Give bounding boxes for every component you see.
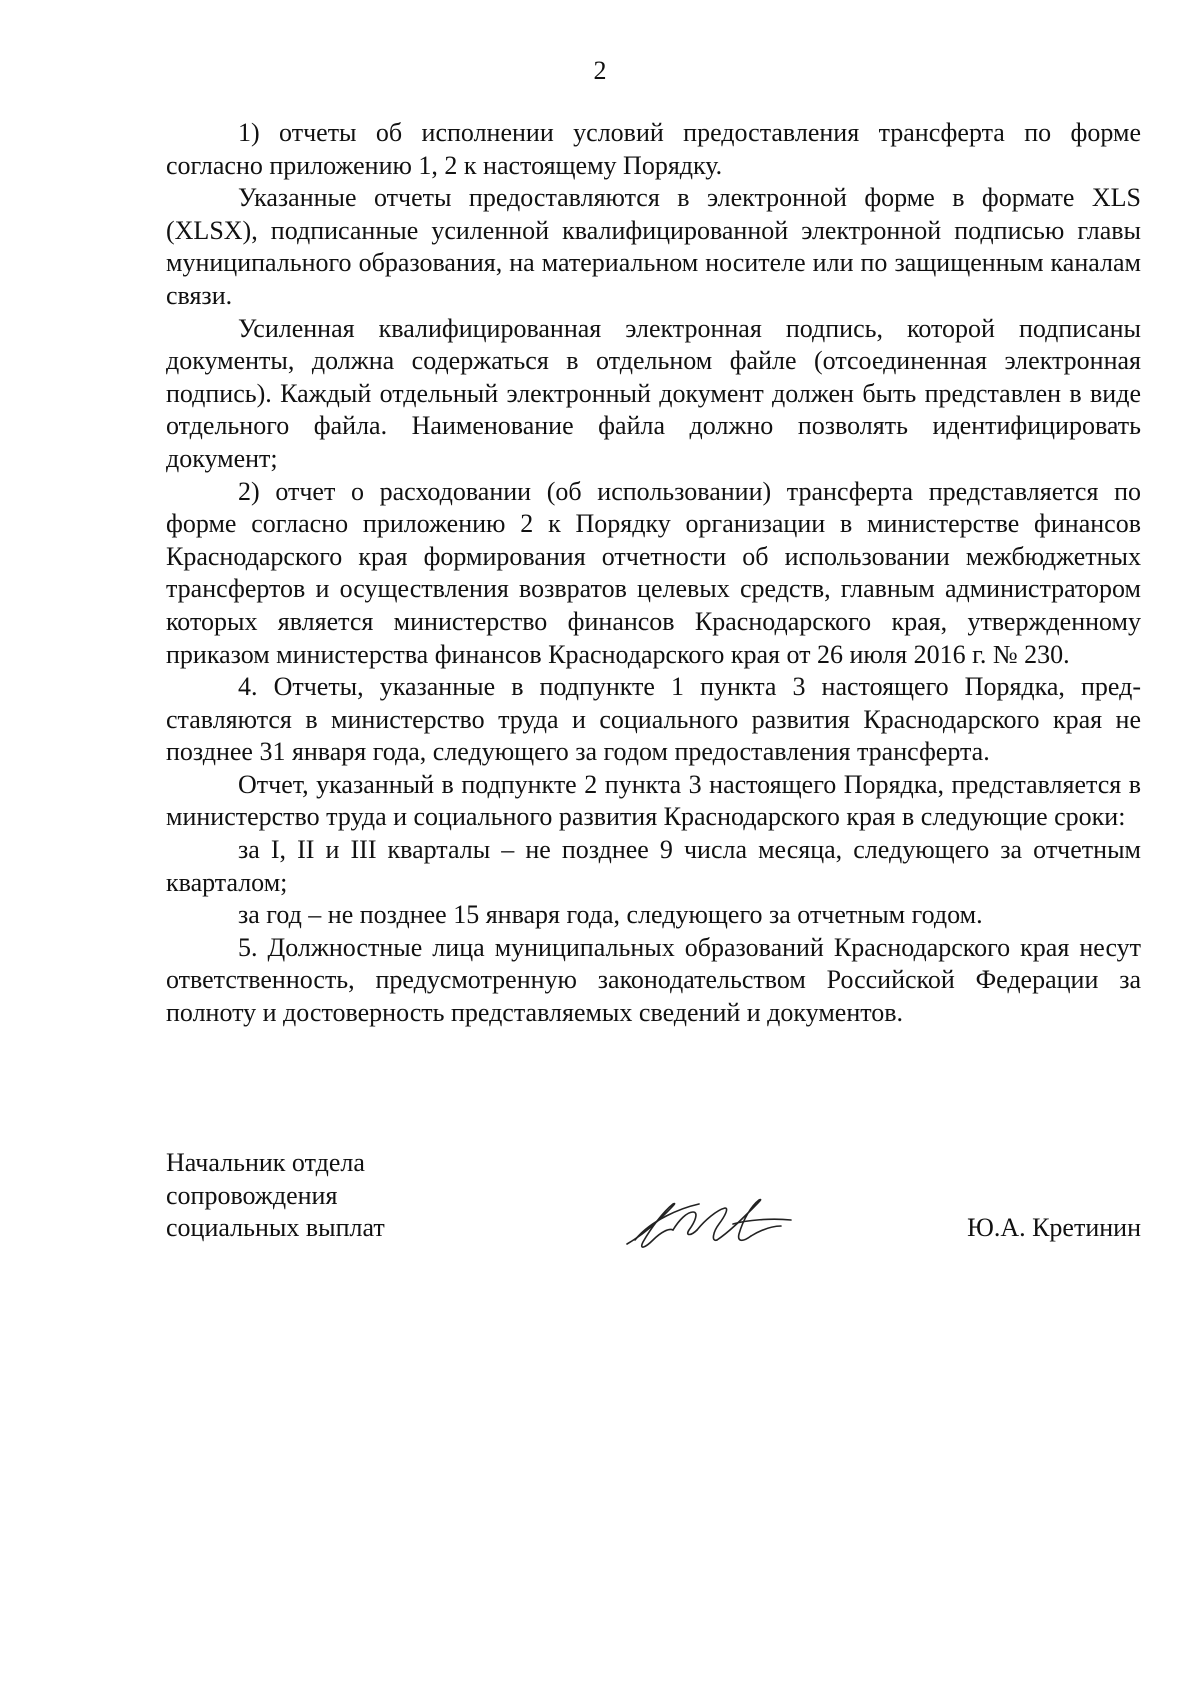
signer-position-line-1: Начальник отдела [166,1148,365,1177]
paragraph-5: 4. Отчеты, указанные в подпункте 1 пункта 3 настоящего Порядка, представляются в министерство труда и социального развития Краснодарского края не позднее 31 января года, следующего за годом предоставления трансферта. [166,672,1141,767]
paragraph-3: Усиленная квалифицированная электронная подпись, которой подписаны документы, должна содержаться в отдельном файле (отсоединенная электронная подпись). Каждый отдельный электронный документ должен быть представлен в виде отдельного файла. Наименование файла должно позволять идентифицировать документ; [166,313,1141,473]
paragraph-1: 1) отчеты об исполнении условий предоставления трансферта по форме согласно приложению 1, 2 к настоящему Порядку. [166,118,1141,180]
document-body [166,117,1141,1030]
signer-name: Ю.А. Кретинин [967,1213,1141,1242]
paragraph-4: 2) отчет о расходовании (об использовании) трансферта представляется по форме согласно приложению 2 к Порядку организации в министерстве финансов Краснодарского края формирования отчетности об использовании межбюджетных трансфертов и осуществления возвратов целевых средств, главным администратором которых является министерство финансов Краснодарского края, утвержденному приказом министерства финансов Краснодарского края от 26 июля 2016 г. № 230. [166,476,1141,669]
page-number: 2 [593,56,607,85]
paragraph-2: Указанные отчеты предоставляются в электронной форме в формате XLS (XLSX), подписанные усиленной квалифицированной электронной подписью главы муниципального образования, на материальном носителе или по защищенным каналам связи. [166,183,1141,310]
paragraph-6: Отчет, указанный в подпункте 2 пункта 3 настоящего Порядка, представляется в министерство труда и социального развития Краснодарского края в следующие сроки: [166,769,1141,832]
signature-block [166,1147,1141,1277]
signer-position-line-2: сопровождения [166,1180,338,1210]
paragraph-7: за I, II и III кварталы – не позднее 9 числа месяца, следующего за отчетным кварталом; [166,835,1141,897]
paragraph-8: за год – не позднее 15 января года, следующего за отчетным годом. [238,900,983,930]
paragraph-9: 5. Должностные лица муниципальных образований Краснодарского края несут ответственность, предусмотренную законодательством Российской Федерации за полноту и достоверность представляемых сведений и документов. [166,932,1141,1028]
signer-position-line-3: социальных выплат [166,1213,385,1243]
handwritten-signature-icon [621,1190,811,1260]
signer-position [166,1147,566,1245]
